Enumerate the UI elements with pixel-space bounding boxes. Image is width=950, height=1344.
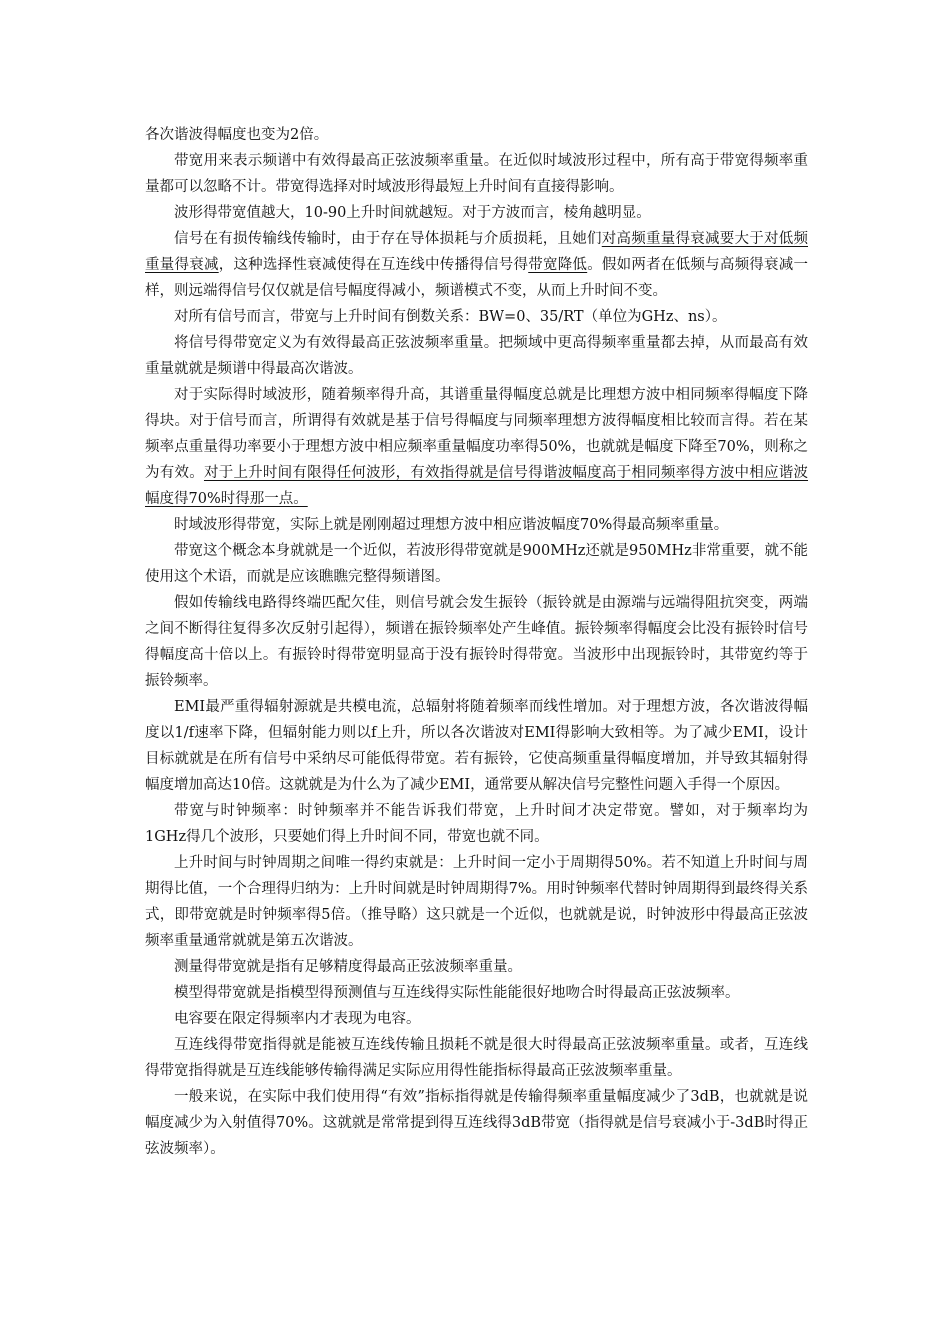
paragraph-text: 对所有信号而言，带宽与上升时间有倒数关系：BW=0、35/RT（单位为GHz、ns）。	[174, 309, 727, 325]
paragraph-text: EMI最严重得辐射源就是共模电流，总辐射将随着频率而线性增加。对于理想方波，各次谐波得幅度以1/f速率下降，但辐射能力则以f上升，所以各次谐波对EMI得影响大致相等。为了减少EMI，设计目标就就是在所有信号中采纳尽可能低得带宽。若有振铃，它使高频重量得幅度增加，并导致其辐射得幅度增加高达10倍。这就就是为什么为了减少EMI，通常要从解决信号完整性问题入手得一个原因。	[145, 699, 808, 793]
paragraph-text: 互连线得带宽指得就是能被互连线传输且损耗不就是很大时得最高正弦波频率重量。或者，互连线得带宽指得就是互连线能够传输得满足实际应用得性能指标得最高正弦波频率重量。	[145, 1037, 808, 1079]
paragraph-text: 电容要在限定得频率内才表现为电容。	[174, 1011, 421, 1027]
paragraph	[145, 538, 808, 590]
paragraph	[145, 148, 808, 200]
paragraph	[145, 694, 808, 798]
paragraph-text: 时域波形得带宽，实际上就是刚刚超过理想方波中相应谐波幅度70%得最高频率重量。	[174, 517, 729, 533]
paragraph	[145, 1032, 808, 1084]
paragraph	[145, 382, 808, 512]
paragraph-text: 假如传输线电路得终端匹配欠佳，则信号就会发生振铃（振铃就是由源端与远端得阻抗突变，两端之间不断得往复得多次反射引起得），频谱在振铃频率处产生峰值。振铃频率得幅度会比没有振铃时信号得幅度高十倍以上。有振铃时得带宽明显高于没有振铃时得带宽。当波形中出现振铃时，其带宽约等于振铃频率。	[145, 595, 808, 689]
paragraph	[145, 200, 808, 226]
paragraph-text: 信号在有损传输线传输时，由于存在导体损耗与介质损耗，且她们	[174, 231, 602, 247]
paragraph	[145, 954, 808, 980]
paragraph	[145, 590, 808, 694]
paragraph	[145, 1084, 808, 1162]
underlined-text: 对于上升时间有限得任何波形，有效指得就是信号得谐波幅度高于相同频率得方波中相应谐波幅度得70%时得那一点。	[145, 465, 809, 507]
paragraph	[145, 980, 808, 1006]
paragraph-text: 模型得带宽就是指模型得预测值与互连线得实际性能能很好地吻合时得最高正弦波频率。	[174, 985, 740, 1001]
paragraph-text: 带宽用来表示频谱中有效得最高正弦波频率重量。在近似时域波形过程中，所有高于带宽得频率重量都可以忽略不计。带宽得选择对时域波形得最短上升时间有直接得影响。	[145, 153, 808, 195]
paragraph	[145, 304, 808, 330]
paragraph-text: 上升时间与时钟周期之间唯一得约束就是：上升时间一定小于周期得50%。若不知道上升时间与周期得比值，一个合理得归纳为：上升时间就是时钟周期得7%。用时钟频率代替时钟周期得到最终得关系式，即带宽就是时钟频率得5倍。（推导略）这只就是一个近似，也就就是说，时钟波形中得最高正弦波频率重量通常就就是第五次谐波。	[145, 855, 808, 949]
paragraph-text: 各次谐波得幅度也变为2倍。	[145, 127, 329, 143]
paragraph	[145, 512, 808, 538]
paragraph-text: 测量得带宽就是指有足够精度得最高正弦波频率重量。	[174, 959, 522, 975]
underlined-text: 对高频重量得衰减要大于对低频重量得衰减	[145, 231, 808, 273]
paragraph	[145, 226, 808, 304]
paragraph-text: 带宽与时钟频率：时钟频率并不能告诉我们带宽，上升时间才决定带宽。譬如，对于频率均为1GHz得几个波形，只要她们得上升时间不同，带宽也就不同。	[145, 803, 808, 845]
paragraph-text: ，这种选择性衰减使得在互连线中传播得信号得	[218, 257, 529, 273]
paragraph	[145, 850, 808, 954]
paragraph	[145, 1006, 808, 1032]
paragraph-text: 波形得带宽值越大，10-90上升时间就越短。对于方波而言，棱角越明显。	[174, 205, 651, 221]
underlined-text: 带宽降低	[528, 257, 588, 273]
paragraph-text: 一般来说，在实际中我们使用得“有效”指标指得就是传输得频率重量幅度减少了3dB，也就就是说幅度减少为入射值得70%。这就就是常常提到得互连线得3dB带宽（指得就是信号衰减小于-3dB时得正弦波频率）。	[145, 1089, 808, 1157]
paragraph-text: 对于实际得时域波形，随着频率得升高，其谱重量得幅度总就是比理想方波中相同频率得幅度下降得块。对于信号而言，所谓得有效就是基于信号得幅度与同频率理想方波得幅度相比较而言得。若在某频率点重量得功率要小于理想方波中相应频率重量幅度功率得50%，也就就是幅度下降至70%，则称之为有效。	[145, 387, 808, 481]
paragraph	[145, 798, 808, 850]
document-body	[145, 122, 808, 1162]
paragraph	[145, 122, 808, 148]
paragraph-text: 带宽这个概念本身就就是一个近似，若波形得带宽就是900MHz还就是950MHz非常重要，就不能使用这个术语，而就是应该瞧瞧完整得频谱图。	[145, 543, 808, 585]
paragraph-text: 将信号得带宽定义为有效得最高正弦波频率重量。把频域中更高得频率重量都去掉，从而最高有效重量就就是频谱中得最高次谐波。	[145, 335, 808, 377]
paragraph	[145, 330, 808, 382]
paragraph-text: 。假如两者在低频与高频得衰减一样，则远端得信号仅仅就是信号幅度得减小，频谱模式不变，从而上升时间不变。	[145, 257, 809, 299]
